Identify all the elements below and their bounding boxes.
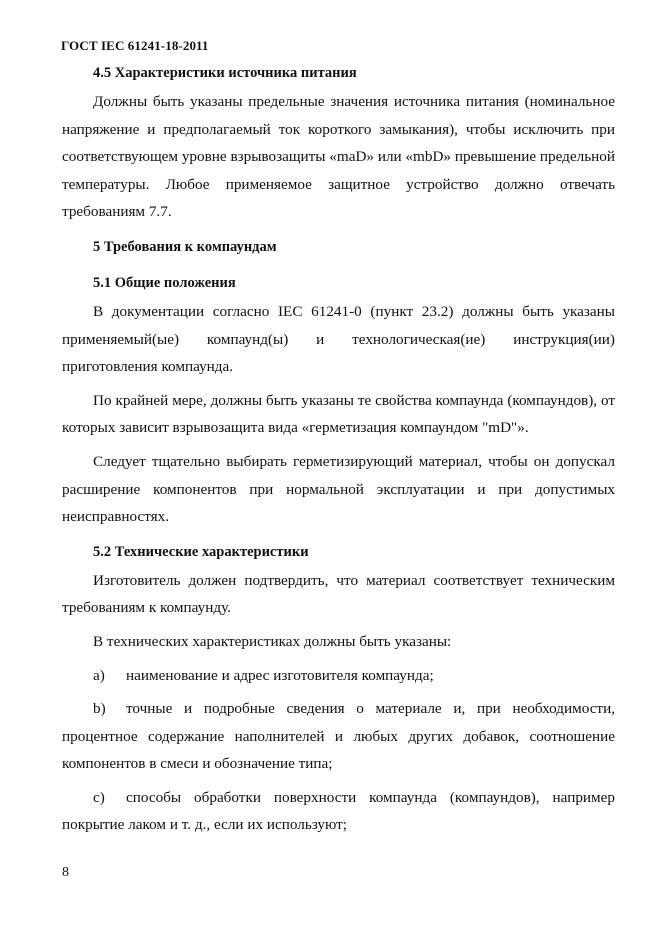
document-body xyxy=(62,58,615,839)
section-5-2-paragraph-1: Изготовитель должен подтвердить, что материал соответствует техническим требованиям к компаунду. xyxy=(62,571,615,617)
section-5-1-paragraph-2: По крайней мере, должны быть указаны те свойства компаунда (компаундов), от которых зависит взрывозащита вида «герметизация компаундом "mD"». xyxy=(62,391,615,437)
section-5-2-heading: 5.2 Технические характеристики xyxy=(93,543,309,560)
list-item-c xyxy=(62,784,615,839)
list-item-b xyxy=(62,695,615,778)
document-header: ГОСТ IEC 61241-18-2011 xyxy=(61,38,209,53)
list-item-a xyxy=(62,662,615,690)
section-5-heading: 5 Требования к компаундам xyxy=(93,238,277,255)
list-marker-a: a) xyxy=(93,666,105,684)
list-marker-c: c) xyxy=(93,788,105,806)
section-5-2-paragraph-2: В технических характеристиках должны быть указаны: xyxy=(93,632,452,650)
list-text-c: способы обработки поверхности компаунда (компаундов), например покрытие лаком и т. д., если их используют; xyxy=(62,788,615,834)
list-marker-b: b) xyxy=(93,700,106,718)
section-5-1-paragraph-1: В документации согласно IEC 61241-0 (пункт 23.2) должны быть указаны применяемый(ые) компаунд(ы) и технологическая(ие) инструкция(ии) приготовления компаунда. xyxy=(62,302,615,376)
section-5-1-heading: 5.1 Общие положения xyxy=(93,274,236,291)
list-text-b: точные и подробные сведения о материале и, при необходимости, процентное содержание наполнителей и любых других добавок, соотношение компонентов в смеси и обозначение типа; xyxy=(62,700,615,773)
section-4-5-heading: 4.5 Характеристики источника питания xyxy=(93,65,357,81)
list-text-a: наименование и адрес изготовителя компаунда; xyxy=(126,666,434,684)
page-number: 8 xyxy=(62,865,69,880)
section-4-5-paragraph: Должны быть указаны предельные значения источника питания (номинальное напряжение и предполагаемый ток короткого замыкания), чтобы исключить при соответствующем уровне взрывозащиты «maD» или «mbD» превышение предельной температуры. Любое применяемое защитное устройство должно отвечать требованиям 7.7. xyxy=(62,93,615,221)
section-5-1-paragraph-3: Следует тщательно выбирать герметизирующий материал, чтобы он допускал расширение компонентов при нормальной эксплуатации и при допустимых неисправностях. xyxy=(62,452,615,526)
